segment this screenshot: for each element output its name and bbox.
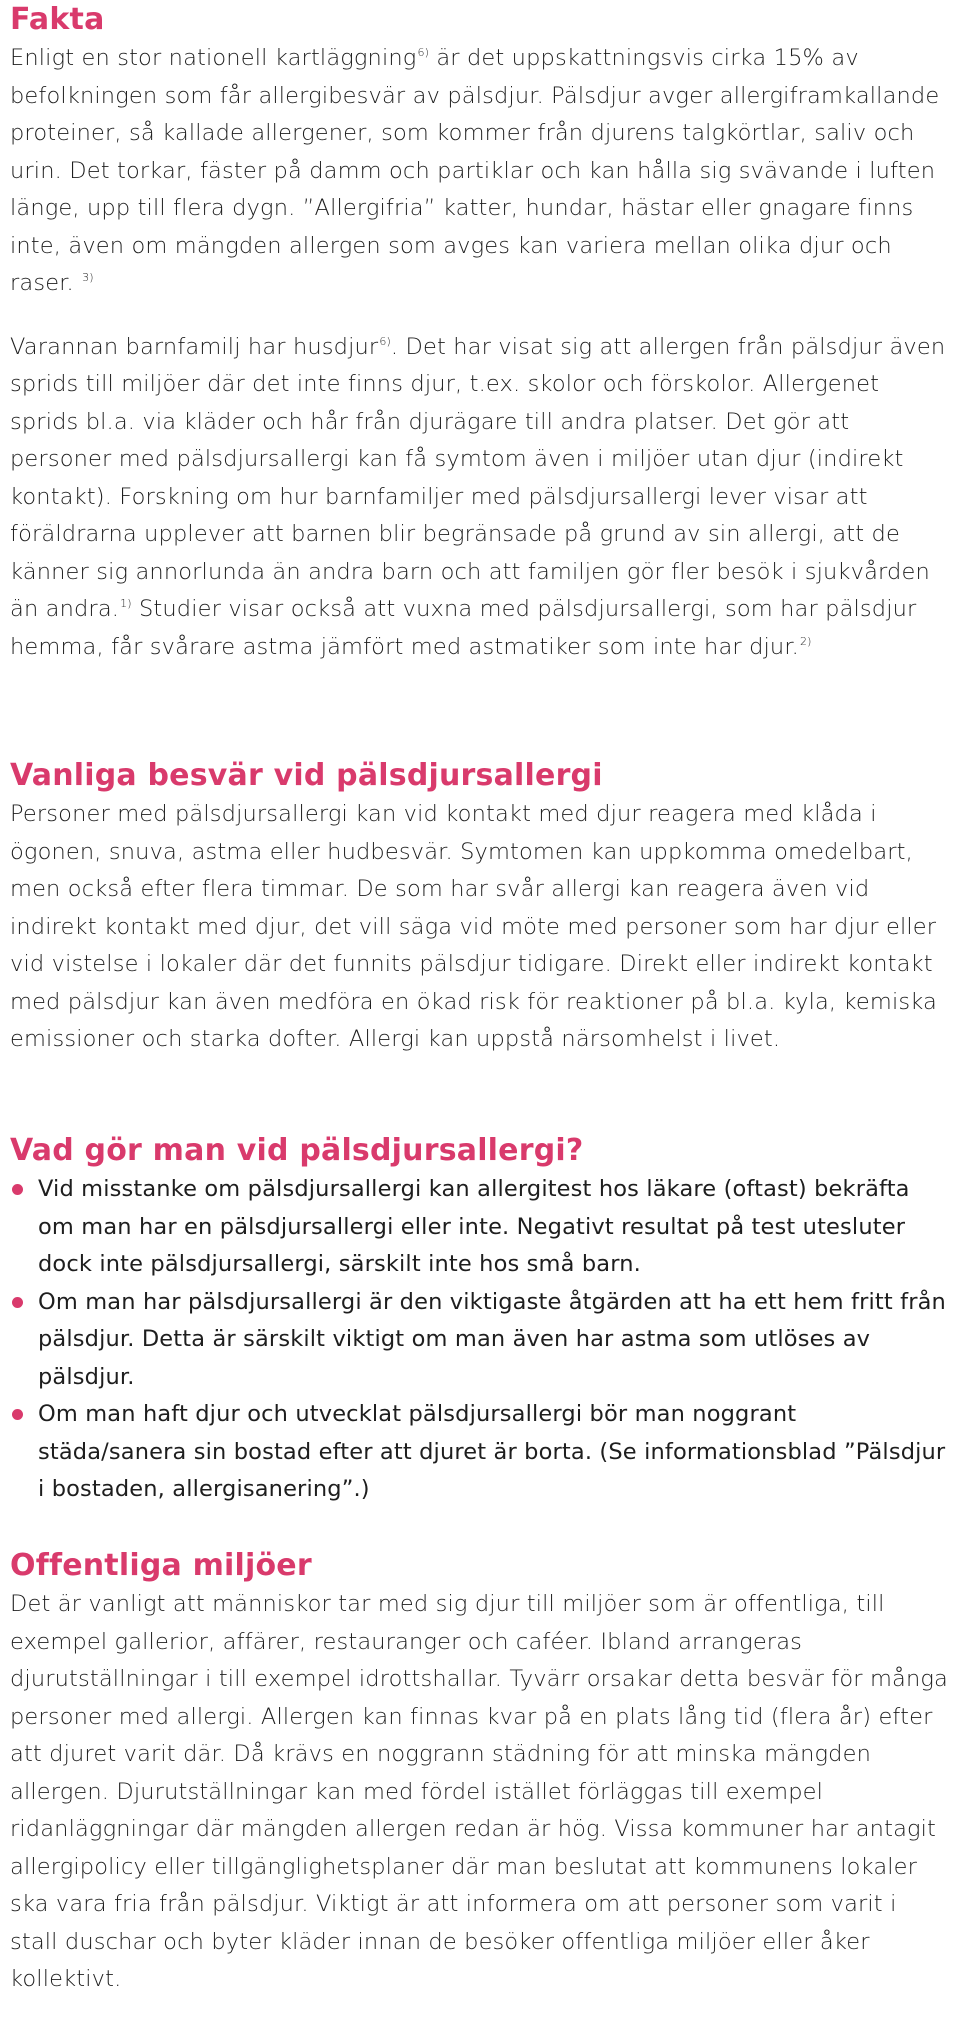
list-item (10, 1171, 948, 1284)
fakta-p1-text-a: Enligt en stor nationell kartläggning (10, 45, 417, 71)
fakta-paragraph-1 (10, 40, 948, 303)
bullet-icon (12, 1409, 23, 1420)
fakta-p2-text-c: Studier visar också att vuxna med pälsdjursallergi, som har pälsdjur hemma, får svårare astma jämfört med astmatiker som inte har djur. (10, 596, 917, 660)
section-fakta (10, 0, 948, 666)
bullet-icon (12, 1184, 23, 1195)
list-item (10, 1396, 948, 1509)
footnote-ref: 3) (82, 271, 94, 284)
footnote-ref: 6) (417, 46, 430, 59)
fakta-p2-text-a: Varannan barnfamilj har husdjur (10, 333, 379, 360)
fakta-paragraph-2 (10, 329, 948, 667)
heading-vad-gor-man: Vad gör man vid pälsdjursallergi? (10, 1133, 584, 1168)
heading-vanliga-besvar: Vanliga besvär vid pälsdjursallergi (10, 758, 603, 793)
list-item (10, 1284, 948, 1397)
besvar-paragraph: Personer med pälsdjursallergi kan vid kontakt med djur reagera med klåda i ögonen, snuva, astma eller hudbesvär. Symtomen kan uppkomma omedelbart, men också efter flera timmar. De som har svår allergi kan reagera även vid indirekt kontakt med djur, det vill säga vid möte med personer som har djur eller vid vistelse i lokaler där det funnits pälsdjur tidigare. Direkt eller indirekt kontakt med pälsdjur kan även medföra en ökad risk för reaktioner på bl.a. kyla, kemiska emissioner och starka dofter. Allergi kan uppstå närsomhelst i livet. (10, 801, 937, 1052)
bullet-icon (12, 1297, 23, 1308)
footnote-ref: 2) (799, 634, 812, 648)
offentliga-paragraph: Det är vanligt att människor tar med sig djur till miljöer som är offentliga, till exempel gallerior, affärer, restauranger och caféer. Ibland arrangeras djurutställningar i till exempel idrottshallar. Tyvärr orsakar detta besvär för många personer med allergi. Allergen kan finnas kvar på en plats lång tid (flera år) efter att djuret varit där. Då krävs en noggrann städning för att minska mängden allergen. Djurutställningar kan med fördel istället förläggas till exempel ridanläggningar där mängden allergen redan är hög. Vissa kommuner har antagit allergipolicy eller tillgänglighetsplaner där man beslutat att kommunens lokaler ska vara fria från pälsdjur. Viktigt är att informera om att personer som varit i stall duschar och byter kläder innan de besöker offentliga miljöer eller åker kollektivt. (10, 1591, 948, 1992)
footnote-ref: 1) (120, 597, 132, 610)
list-item-text: Vid misstanke om pälsdjursallergi kan allergitest hos läkare (oftast) bekräfta om man har en pälsdjursallergi eller inte. Negativt resultat på test utesluter dock inte pälsdjursallergi, särskilt inte hos små barn. (38, 1176, 910, 1277)
bullet-list (10, 1171, 948, 1509)
section-offentliga-miljoer (10, 1546, 948, 1999)
section-vanliga-besvar (10, 756, 948, 1059)
fakta-p2-text-b: . Det har visat sig att allergen från pälsdjur även sprids till miljöer där det inte finns djur, t.ex. skolor och förskolor. Allergenet sprids bl.a. via kläder och hår från djurägare till andra platser. Det gör att personer med pälsdjursallergi kan få symtom även i miljöer utan djur (indirekt kontakt). Forskning om hur barnfamiljer med pälsdjursallergi lever visar att föräldrarna upplever att barnen blir begränsade på grund av sin allergi, att de känner sig annorlunda än andra barn och att familjen gör fler besök i sjukvården än andra. (10, 333, 946, 622)
footnote-ref: 6) (379, 334, 391, 348)
heading-offentliga-miljoer: Offentliga miljöer (10, 1548, 312, 1583)
heading-fakta: Fakta (10, 2, 105, 37)
section-vad-gor-man (10, 1131, 948, 1509)
fakta-p1-text-b: är det uppskattningsvis cirka 15% av befolkningen som får allergibesvär av pälsdjur. Pälsdjur avger allergiframkallande proteiner, så kallade allergener, som kommer från djurens talgkörtlar, saliv och urin. Det torkar, fäster på damm och partiklar och kan hålla sig svävande i luften länge, upp till flera dygn. ”Allergifria” katter, hundar, hästar eller gnagare finns inte, även om mängden allergen som avges kan variera mellan olika djur och raser. (10, 45, 940, 296)
list-item-text: Om man har pälsdjursallergi är den viktigaste åtgärden att ha ett hem fritt från pälsdjur. Detta är särskilt viktigt om man även har astma som utlöses av pälsdjur. (38, 1288, 946, 1390)
list-item-text: Om man haft djur och utvecklat pälsdjursallergi bör man noggrant städa/sanera sin bostad efter att djuret är borta. (Se informationsblad ”Pälsdjur i bostaden, allergisanering”.) (38, 1401, 946, 1502)
